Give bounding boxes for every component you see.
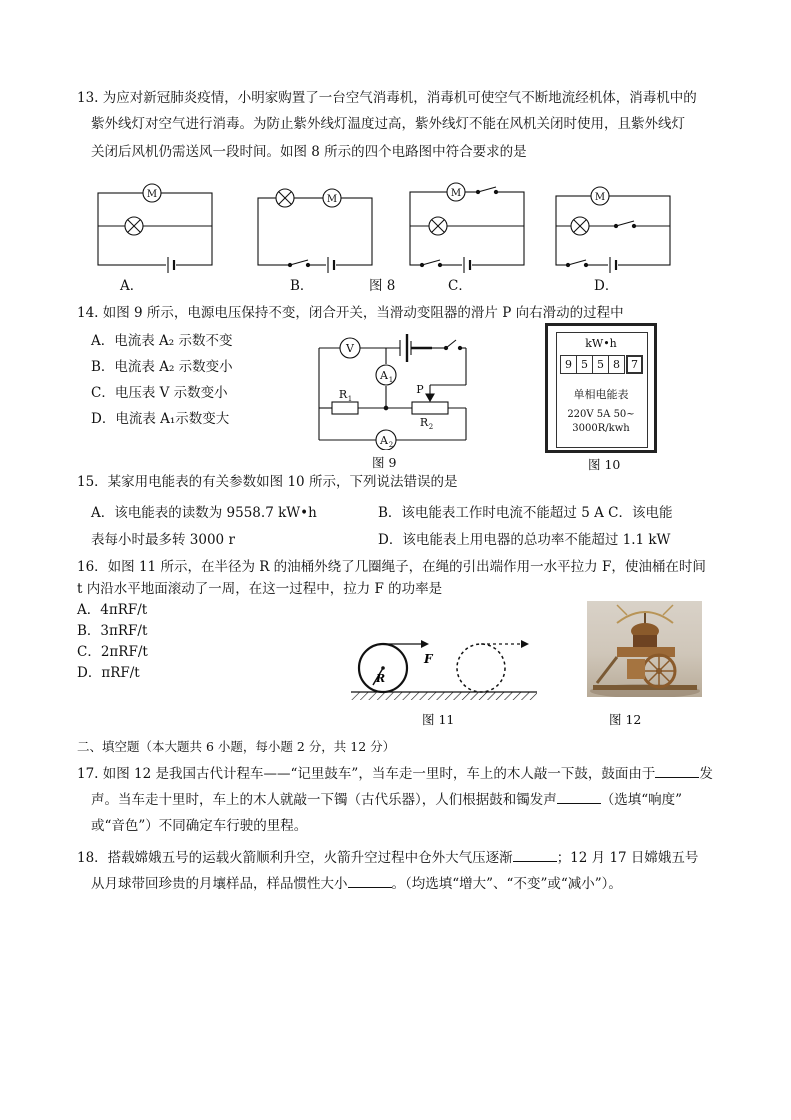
q15-option-d: D．该电能表上用电器的总功率不能超过 1.1 kW [378,532,671,548]
drum-cart-illustration [587,601,702,697]
q18-line-2-text: 从月球带回珍贵的月壤样品，样品惯性大小 [91,876,348,892]
circuit-c-diagram [410,183,524,273]
figure-9-caption: 图 9 [372,455,397,470]
meter-decimal-digit: 7 [626,355,643,374]
q17-line-1-text: 17. 如图 12 是我国古代计程车——“记里鼓车”，当车走一里时，车上的木人敲一下鼓，鼓面由于 [77,766,656,782]
q13-line-1: 13. 为应对新冠肺炎疫情，小明家购置了一台空气消毒机，消毒机可使空气不断地流经机体，消毒机中的 [77,90,697,106]
q18-line-1 [77,848,698,868]
q17-line-3: 或“音色”）不同确定车行驶的里程。 [91,818,308,834]
motor-label: M [594,192,606,203]
ammeter-a1-label: A [380,369,388,382]
ammeter-a1-subscript: 1 [388,376,394,384]
motor-label: M [146,189,158,200]
q18-line-1-text: 18．搭载嫦娥五号的运载火箭顺利升空，火箭升空过程中仓外大气压逐渐 [77,850,513,866]
q13-option-d: D． [594,278,619,294]
q15-option-c-continued: 表每小时最多转 3000 r [91,532,235,548]
q15-option-b: B．该电能表工作时电流不能超过 5 A C．该电能 [378,505,673,521]
meter-digit: 5 [593,355,609,374]
motor-label: M [326,194,338,205]
meter-spec-line-1: 220V 5A 50~ [567,409,635,420]
meter-spec-line-2: 3000R/kwh [572,423,630,434]
drum-final-position [457,644,505,692]
q14-option-c: C．电压表 V 示数变小 [91,385,228,401]
meter-digit-display [560,355,643,374]
q14-option-b: B．电流表 A₂ 示数变小 [91,359,233,375]
q16-option-b: B．3πRF/t [77,623,148,639]
figure-8-caption: 图 8 [369,278,396,294]
resistor-r2-label: R [419,416,429,429]
figure-12-caption: 图 12 [609,712,642,727]
meter-digit: 5 [577,355,593,374]
circuit-d-diagram [556,187,670,273]
q15-stem: 15．某家用电能表的有关参数如图 10 所示，下列说法错误的是 [77,474,458,490]
slider-p-label: P [416,383,424,396]
voltmeter-label: V [346,342,354,355]
meter-digit: 8 [609,355,625,374]
section-2-heading: 二、填空题（本大题共 6 小题，每小题 2 分，共 12 分） [77,739,396,754]
force-label: F [424,652,433,666]
radius-label: R [376,672,386,685]
q17-line-2-text: 声。当车走十里时，车上的木人就敲一下镯（古代乐器），人们根据鼓和镯发声 [91,792,557,808]
q16-line-1: 16．如图 11 所示，在半径为 R 的油桶外绕了几圈绳子，在绳的引出端作用一水平拉力 F，使油桶在时间 [77,559,706,575]
force-arrow [421,640,429,648]
meter-digit: 9 [560,355,577,374]
q13-option-a: A． [120,278,144,294]
answer-blank[interactable] [513,848,557,862]
q17-line-2-end: （选填“响度” [600,792,683,808]
ground-hatching [351,692,537,700]
figure-11-rolling-drum [345,630,545,708]
q13-line-3: 关闭后风机仍需送风一段时间。如图 8 所示的四个电路图中符合要求的是 [91,144,527,160]
q17-line-1 [77,764,713,784]
answer-blank[interactable] [348,874,392,888]
meter-name: 单相电能表 [573,388,629,401]
q15-option-a: A．该电能表的读数为 9558.7 kW•h [91,505,317,521]
q13-line-2: 紫外线灯对空气进行消毒。为防止紫外线灯温度过高，紫外线灯不能在风机关闭时使用，且紫外线灯 [91,116,685,132]
meter-unit: kW•h [585,337,617,350]
circuit-b-diagram [258,189,372,273]
q16-option-a: A．4πRF/t [77,602,148,618]
resistor-r1-subscript: 1 [347,395,353,403]
q14-option-a: A．电流表 A₂ 示数不变 [91,333,233,349]
resistor-r1-label: R [338,388,348,401]
resistor-r2-subscript: 2 [428,423,434,431]
ammeter-a2-label: A [380,434,388,447]
figure-8-circuits [90,178,690,278]
figure-10-caption: 图 10 [588,457,621,472]
motor-label: M [450,188,462,199]
q17-line-2 [91,790,682,810]
q18-line-2 [91,874,622,894]
q17-line-1-end: 发 [699,766,713,782]
q16-option-d: D．πRF/t [77,665,140,681]
q16-line-2: t 内沿水平地面滚动了一周，在这一过程中，拉力 F 的功率是 [77,581,443,597]
figure-9-circuit [310,330,480,450]
q14-option-d: D．电流表 A₁示数变大 [91,411,230,427]
q18-line-2-end: 。（均选填“增大”、“不变”或“减小”）。 [391,876,622,892]
drum-cart-photo [587,601,702,697]
q14-stem: 14. 如图 9 所示，电源电压保持不变，闭合开关，当滑动变阻器的滑片 P 向右滑动的过程中 [77,305,624,321]
answer-blank[interactable] [655,764,699,778]
q18-line-1-end: ；12 月 17 日嫦娥五号 [556,850,699,866]
q16-option-c: C．2πRF/t [77,644,148,660]
ammeter-a2-subscript: 2 [388,441,394,449]
q13-option-c: C． [448,278,472,294]
q13-option-b: B． [290,278,314,294]
answer-blank[interactable] [557,790,601,804]
electricity-meter [545,323,657,453]
figure-11-caption: 图 11 [422,712,455,727]
